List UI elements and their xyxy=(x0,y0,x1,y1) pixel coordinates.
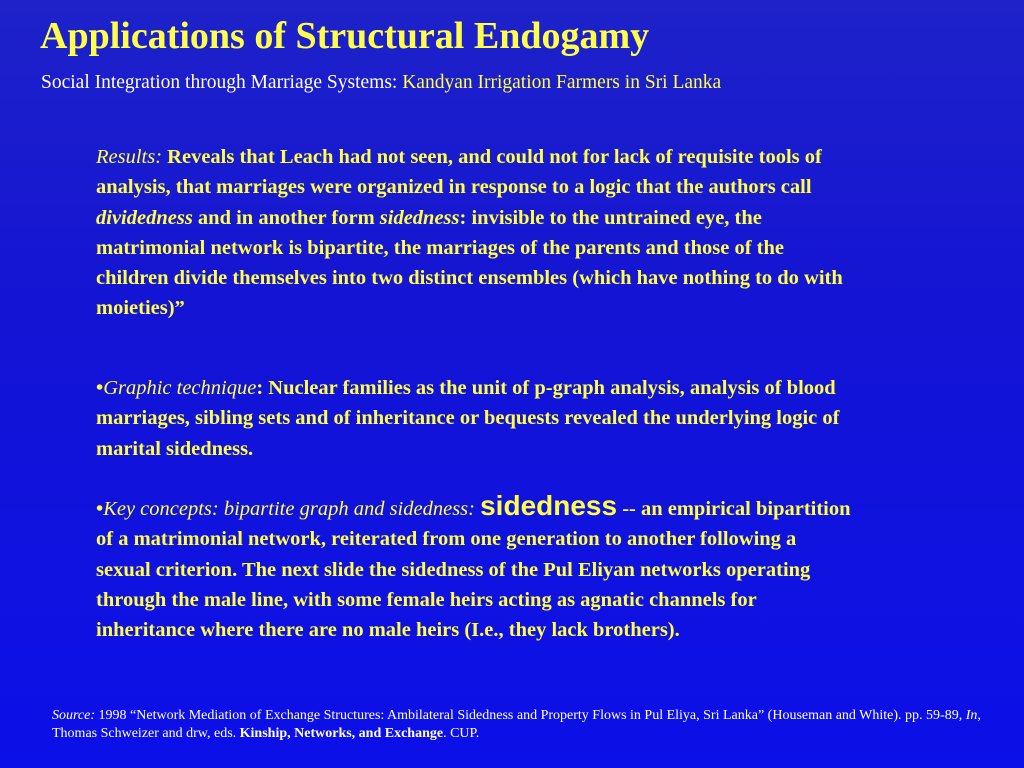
bullet: • xyxy=(96,498,104,520)
source-in-label: In, xyxy=(965,708,981,723)
results-text-2: and in another form xyxy=(192,206,380,229)
subtitle-highlight: Kandyan Irrigation Farmers in Sri Lanka xyxy=(402,72,722,93)
slide-title: Applications of Structural Endogamy xyxy=(40,15,650,57)
graphic-technique-label: Graphic technique xyxy=(103,377,257,399)
results-colon: : xyxy=(155,146,168,168)
key-concepts-label: Key concepts: bipartite graph and sidedness: xyxy=(103,498,481,520)
book-title: Kinship, Networks, and Exchange xyxy=(239,726,444,741)
source-text-3: . CUP. xyxy=(443,726,480,741)
source-text-2: Thomas Schweizer and drw, eds. xyxy=(52,726,240,741)
source-text-1: 1998 “Network Mediation of Exchange Structures: Ambilateral Sidedness and Property Flows in Pul Eliya, Sri Lanka” (Houseman and White). pp. 59-89, xyxy=(95,708,966,723)
source-citation xyxy=(52,707,992,743)
slide-subtitle xyxy=(41,72,721,94)
results-paragraph xyxy=(96,142,856,324)
key-concepts-text: -- an empirical bipartition of a matrimonial network, reiterated from one generation to another following a sexual criterion. The next slide the sidedness of the Pul Eliyan networks operating through the male line, with some female heirs acting as agnatic channels for inheritance where there are no male heirs (I.e., they lack brothers). xyxy=(96,498,851,642)
results-text-3: : invisible to the untrained eye, the matrimonial network is bipartite, the marriages of the parents and those of the children divide themselves into two distinct ensembles (which have nothing to do with moieties)” xyxy=(96,206,843,320)
source-label: Source: xyxy=(52,708,96,723)
subtitle-prefix: Social Integration through Marriage Systems: xyxy=(41,72,403,93)
results-text-1: Reveals that Leach had not seen, and could not for lack of requisite tools of analysis, that marriages were organized in response to a logic that the authors call xyxy=(96,146,822,199)
sidedness-emphasis: sidedness xyxy=(480,490,618,521)
key-concepts-paragraph xyxy=(96,491,856,645)
graphic-technique-text: : Nuclear families as the unit of p-graph analysis, analysis of blood marriages, sibling sets and of inheritance or bequests revealed the underlying logic of marital sidedness. xyxy=(96,377,840,460)
results-label: Results xyxy=(96,146,156,168)
bullet: • xyxy=(96,377,104,399)
term-sidedness: sidedness xyxy=(379,206,460,229)
term-dividedness: dividedness xyxy=(96,206,193,229)
graphic-technique-paragraph xyxy=(96,373,856,464)
